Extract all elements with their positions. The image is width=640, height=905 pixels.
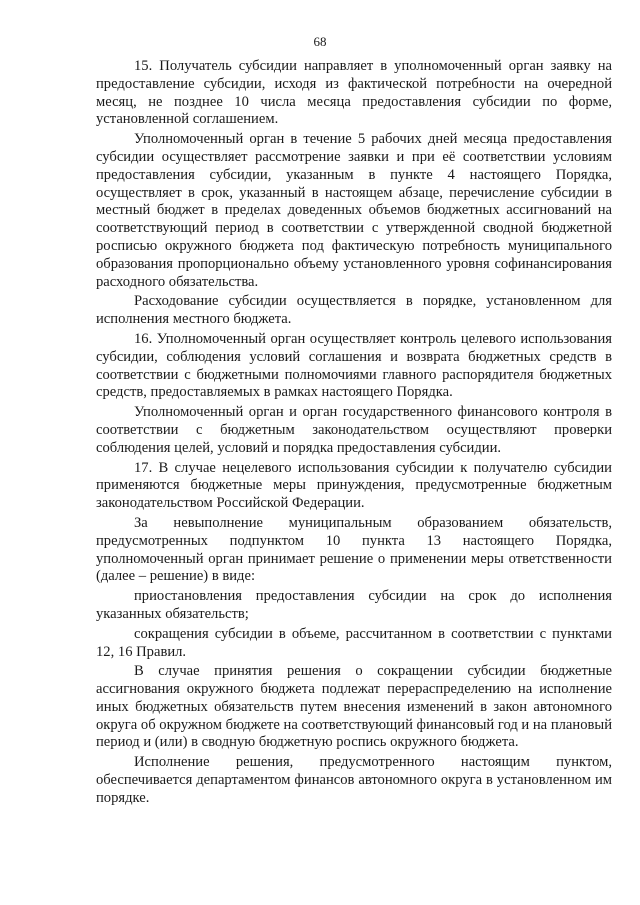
document-body bbox=[96, 58, 612, 810]
paragraph: В случае принятия решения о сокращении субсидии бюджетные ассигнования окружного бюджета подлежат перераспределению на исполнение иных бюджетных обязательств путем внесения изменений в закон автономного округа об окружном бюджете на соответствующий финансовый год и на плановый период и (или) в сводную бюджетную роспись окружного бюджета. bbox=[96, 663, 612, 751]
paragraph: За невыполнение муниципальным образованием обязательств, предусмотренных подпунктом 10 пункта 13 настоящего Порядка, уполномоченный орган принимает решение о применении меры ответственности (далее – решение) в виде: bbox=[96, 514, 612, 585]
paragraph: Уполномоченный орган и орган государственного финансового контроля в соответствии с бюджетным законодательством осуществляют проверки соблюдения целей, условий и порядка предоставления субсидии. bbox=[96, 404, 612, 456]
paragraph: Уполномоченный орган в течение 5 рабочих дней месяца предоставления субсидии осуществляет рассмотрение заявки и при её соответствии условиям предоставления субсидии, указанным в пункте 4 настоящего Порядка, осуществляет в срок, указанный в настоящем абзаце, перечисление субсидии в местный бюджет в пределах доведенных объемов бюджетных ассигнований на соответствующий период в соответствии с утвержденной сводной бюджетной росписью окружного бюджета под фактическую потребность муниципального образования пропорционально объему установленного уровня софинансирования расходного обязательства. bbox=[96, 131, 612, 290]
paragraph: сокращения субсидии в объеме, рассчитанном в соответствии с пунктами 12, 16 Правил. bbox=[96, 625, 612, 660]
paragraph: Исполнение решения, предусмотренного настоящим пунктом, обеспечивается департаментом финансов автономного округа в установленном им порядке. bbox=[96, 754, 612, 806]
page-number: 68 bbox=[313, 34, 327, 49]
paragraph: 17. В случае нецелевого использования субсидии к получателю субсидии применяются бюджетные меры принуждения, предусмотренные бюджетным законодательством Российской Федерации. bbox=[96, 459, 612, 512]
paragraph: 16. Уполномоченный орган осуществляет контроль целевого использования субсидии, соблюдения условий соглашения и возврата бюджетных средств в соответствии с бюджетными полномочиями главного распорядителя бюджетных средств, предоставляемых в рамках настоящего Порядка. bbox=[96, 330, 612, 401]
paragraph: приостановления предоставления субсидии на срок до исполнения указанных обязательств; bbox=[96, 588, 612, 622]
paragraph: 15. Получатель субсидии направляет в уполномоченный орган заявку на предоставление субсидии, исходя из фактической потребности на очередной месяц, не позднее 10 числа месяца предоставления субсидии по форме, установленной соглашением. bbox=[96, 58, 612, 128]
paragraph: Расходование субсидии осуществляется в порядке, установленном для исполнения местного бюджета. bbox=[96, 293, 612, 328]
